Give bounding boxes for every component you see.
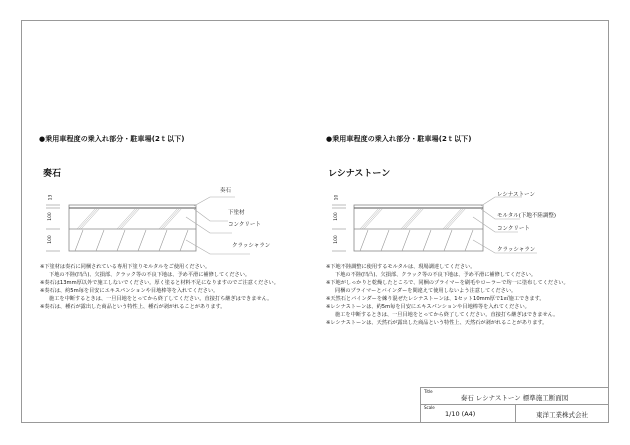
left-dim-top: 13 — [48, 194, 54, 201]
scale-value: 1/10 (A4) — [445, 410, 476, 418]
left-subtitle: 奏石 — [43, 169, 62, 179]
note-line: 下地の不陸(凹凸)、欠損部、クラック等の不良下地は、予め平滑に補修してください。 — [49, 272, 251, 278]
note-line: ※下地がしっかりと乾燥したところで、同梱のプライマーを刷毛やローラーで均一に塗布してください。 — [326, 280, 569, 286]
left-label-concrete: コンクリート — [228, 222, 261, 228]
company-name: 東洋工業株式会社 — [536, 411, 588, 419]
note-line: 下地の不陸(凹凸)、欠損部、クラック等の不良下地は、予め平滑に補修してください。 — [335, 272, 537, 278]
drawing-title: 奏石 レシナストーン 標準施工断面図 — [460, 394, 569, 402]
note-line: ※奏石は13mm厚以外で施工しないでください。厚く塗ると材料不足になりますのでご注意ください。 — [40, 280, 279, 286]
title-block — [420, 387, 609, 423]
right-label-crusher: クラッシャラン — [497, 247, 536, 253]
right-dim-top: 10 — [334, 194, 340, 201]
note-line: ※レシナストーンは、天然石が露出した商品という特性上、天然石が剥がれることがあります。 — [326, 320, 548, 326]
left-heading: ●乗用車程度の乗入れ部分・駐車場(2ｔ以下) — [39, 135, 185, 143]
title-row — [421, 388, 608, 405]
right-label-concrete: コンクリート — [497, 226, 530, 232]
title-caption: Title — [424, 389, 433, 394]
left-label-stone: 奏石 — [220, 188, 232, 194]
right-label-resina: レシナストーン — [497, 192, 536, 198]
right-dim-mid: 100 — [333, 212, 339, 221]
right-heading: ●乗用車程度の乗入れ部分・駐車場(2ｔ以下) — [326, 135, 472, 143]
right-label-mortar: モルタル(下地不陸調整) — [497, 213, 557, 219]
right-subtitle: レシナストーン — [328, 169, 391, 179]
left-dim-mid: 100 — [47, 212, 53, 221]
right-dim-bottom: 100 — [333, 235, 339, 244]
note-line: ※奏石は、約5m毎を目安にエキスパンションや目地棒等を入れてください。 — [40, 288, 219, 294]
note-line: 施工を中断するときは、一旦目地をとってから終了してください。直接打ち継ぎはできません。 — [335, 312, 559, 318]
scale-caption: Scale — [424, 405, 435, 410]
left-label-primer: 下塗材 — [228, 210, 245, 216]
note-line: ※レシナストーンは、約5m毎を目安にエキスパンションや目地棒等を入れてください。 — [326, 304, 530, 310]
right-notes — [326, 263, 569, 327]
scale-row — [421, 404, 608, 423]
left-label-crusher: クラッシャラン — [232, 243, 271, 249]
note-line: ※下地不陸調整に使用するモルタルは、現場調達してください。 — [326, 264, 476, 270]
note-line: ※天然石とバインダーを練り混ぜたレシナストーンは、1セット10mm厚で1㎡施工できます。 — [326, 296, 545, 302]
left-dim-bottom: 100 — [47, 235, 53, 244]
note-line: ※下塗材は奏石に同梱されている専用下塗りモルタルをご使用ください。 — [40, 264, 211, 270]
note-line: ※奏石は、種石が露出した商品という特性上、種石が剥がれることがあります。 — [40, 304, 226, 310]
note-line: 施工を中断するときは、一旦目地をとってから終了してください。直接打ち継ぎはできません。 — [49, 296, 273, 302]
note-line: 同梱のプライマーとバインダーを間違えて使用しないよう注意してください。 — [335, 288, 517, 294]
